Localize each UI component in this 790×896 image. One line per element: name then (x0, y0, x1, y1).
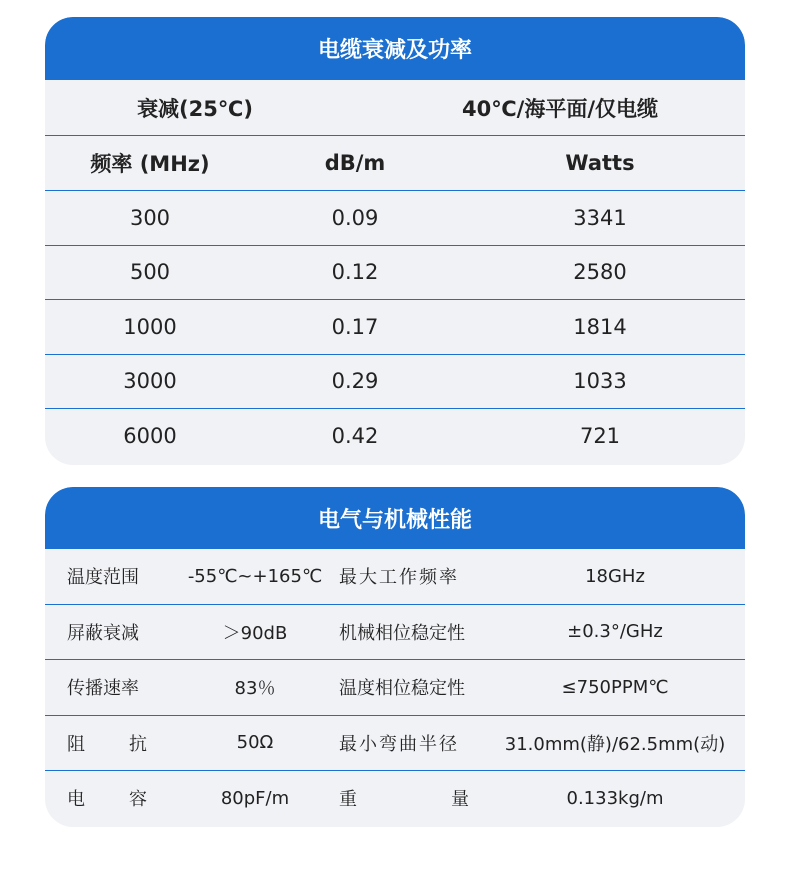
attenuation-cell: 0.17 (331, 314, 379, 339)
power-cell: 721 (579, 423, 621, 448)
power-cell: 1033 (573, 369, 627, 394)
frequency-cell: 6000 (123, 423, 177, 448)
spec-label (45, 716, 175, 771)
spec-row (45, 660, 745, 716)
spec-row (45, 549, 745, 605)
power-cell: 3341 (573, 205, 627, 230)
attenuation-power-card (45, 17, 745, 465)
col-frequency: 频率 (MHz) (90, 152, 210, 176)
spec-value: ≤750PPM℃ (561, 676, 669, 698)
spec-label: 温度范围 (67, 567, 139, 589)
frequency-cell: 300 (129, 205, 171, 230)
spec-label: 温度相位稳定性 (339, 678, 465, 700)
spec-label-char: 量 (451, 789, 469, 811)
spec-value: 80pF/m (220, 787, 290, 809)
spec-label: 机械相位稳定性 (339, 622, 465, 644)
frequency-cell: 1000 (123, 314, 177, 339)
power-cell: 1814 (573, 314, 627, 339)
power-condition: 40℃/海平面/仅电缆 (462, 96, 658, 121)
spec-row (45, 605, 745, 661)
spec-label: 最小弯曲半径 (339, 733, 459, 755)
spec-value: 50Ω (236, 732, 274, 754)
spec-value: -55℃~+165℃ (187, 565, 323, 587)
spec-value: 0.133kg/m (566, 787, 664, 809)
frequency-cell: 500 (129, 260, 171, 285)
spec-label-char: 电 (67, 789, 85, 811)
attenuation-cell: 0.42 (331, 423, 379, 448)
spec-value: 83％ (234, 678, 276, 700)
column-header-row (45, 136, 745, 191)
spec-label (335, 771, 485, 826)
spec-label (45, 771, 175, 826)
spec-label-char: 重 (339, 789, 357, 811)
table-row (45, 409, 745, 463)
col-watts: Watts (565, 151, 635, 175)
table-row (45, 300, 745, 355)
spec-label: 传播速率 (67, 678, 139, 700)
specs-header: 电气与机械性能 (45, 487, 745, 549)
attenuation-header: 电缆衰减及功率 (45, 17, 745, 80)
electrical-mechanical-card (45, 487, 745, 827)
spec-value: 31.0mm(静)/62.5mm(动) (504, 733, 726, 755)
spec-row (45, 716, 745, 772)
attenuation-cell: 0.29 (331, 369, 379, 394)
spec-label-char: 容 (129, 789, 147, 811)
spec-label: 屏蔽衰减 (67, 622, 139, 644)
attenuation-condition: 衰减(25℃) (137, 96, 253, 121)
frequency-cell: 3000 (123, 369, 177, 394)
table-row (45, 355, 745, 410)
spec-label-char: 阻 (67, 733, 85, 755)
spec-value: ＞90dB (222, 622, 288, 644)
spec-label-char: 抗 (129, 733, 147, 755)
conditions-row (45, 80, 745, 136)
spec-row (45, 771, 745, 826)
attenuation-cell: 0.12 (331, 260, 379, 285)
table-row (45, 191, 745, 246)
table-row (45, 246, 745, 301)
power-cell: 2580 (573, 260, 627, 285)
spec-label: 最大工作频率 (339, 567, 459, 589)
spec-value: ±0.3°/GHz (567, 621, 663, 643)
col-db-per-m: dB/m (324, 151, 386, 175)
attenuation-cell: 0.09 (331, 205, 379, 230)
spec-value: 18GHz (585, 565, 645, 587)
